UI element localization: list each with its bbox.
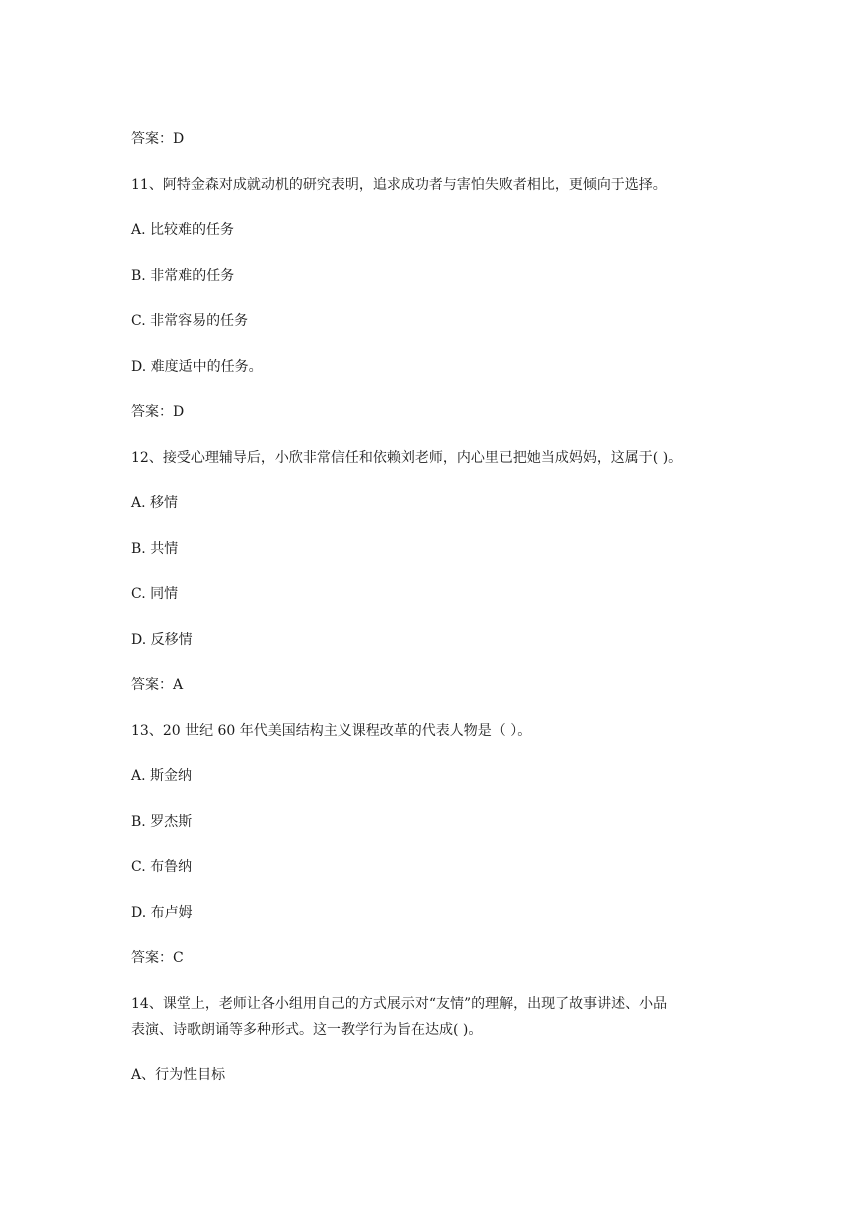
question-14-stem-line-2: 表演、诗歌朗诵等多种形式。这一教学行为旨在达成( )。: [131, 1022, 483, 1038]
question-13-option-c: C. 布鲁纳: [131, 859, 193, 875]
question-12-option-a: A. 移情: [131, 495, 179, 511]
question-14-stem-line-1: 14、课堂上，老师让各小组用自己的方式展示对“友情”的理解，出现了故事讲述、小品: [131, 996, 668, 1012]
question-11-option-a: A. 比较难的任务: [131, 222, 235, 238]
question-11-option-d: D. 难度适中的任务。: [131, 359, 263, 375]
question-11-option-c: C. 非常容易的任务: [131, 313, 249, 329]
question-11-stem: 11、阿特金森对成就动机的研究表明，追求成功者与害怕失败者相比，更倾向于选择。: [131, 177, 667, 193]
answer-12: 答案：A: [131, 677, 184, 693]
question-13-stem: 13、20 世纪 60 年代美国结构主义课程改革的代表人物是（ ）。: [131, 723, 532, 739]
question-12-option-b: B. 共情: [131, 541, 179, 557]
answer-13: 答案：C: [131, 950, 184, 966]
answer-11: 答案：D: [131, 404, 185, 420]
question-13-option-b: B. 罗杰斯: [131, 814, 193, 830]
question-13-option-d: D. 布卢姆: [131, 905, 193, 921]
question-12-stem: 12、接受心理辅导后，小欣非常信任和依赖刘老师，内心里已把她当成妈妈，这属于( )。: [131, 450, 683, 466]
question-11-option-b: B. 非常难的任务: [131, 268, 235, 284]
question-14-option-a: A、行为性目标: [131, 1067, 226, 1083]
question-12-option-c: C. 同情: [131, 586, 179, 602]
question-13-option-a: A. 斯金纳: [131, 768, 193, 784]
answer-10: 答案：D: [131, 131, 185, 147]
question-12-option-d: D. 反移情: [131, 632, 193, 648]
